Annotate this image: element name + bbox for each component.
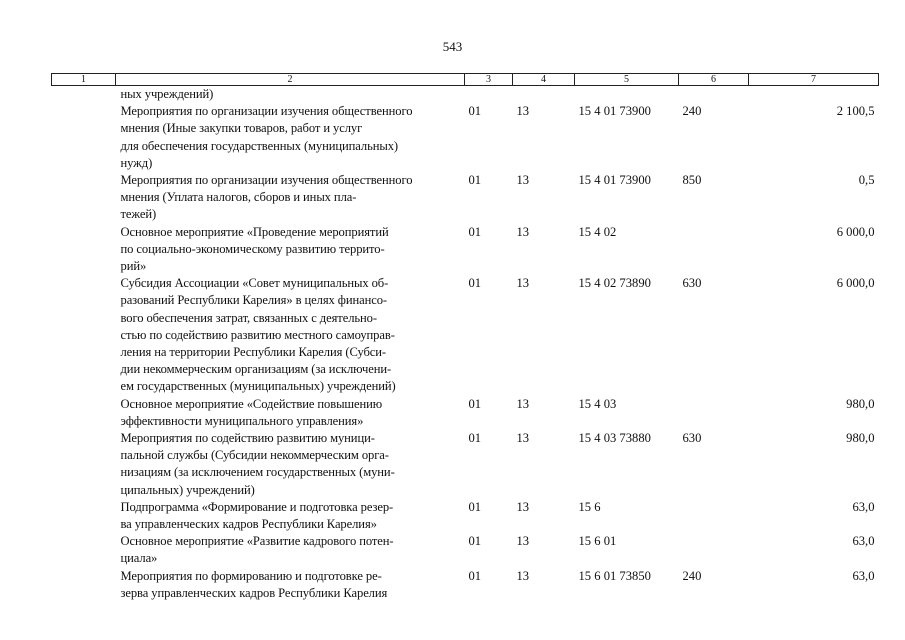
row-name-line: эффективности муниципального управления» [120, 413, 364, 428]
amount-cell: 6 000,0 [836, 224, 875, 239]
table-row [52, 275, 879, 395]
amount-cell: 63,0 [852, 568, 875, 583]
subsection-code-cell: 13 [516, 431, 530, 446]
row-name-cell [116, 430, 465, 499]
expense-type-cell: 630 [682, 276, 702, 291]
column-header-3: 3 [465, 74, 513, 86]
row-name-line: ем государственных (муниципальных) учреждений) [120, 379, 396, 394]
target-article-cell: 15 4 02 [578, 224, 617, 239]
section-code-cell: 01 [468, 568, 482, 583]
subsection-code-cell [513, 86, 575, 104]
row-number-cell [52, 533, 116, 567]
expense-type-cell [679, 499, 749, 533]
column-header-6: 6 [679, 74, 749, 86]
row-name-line: Подпрограмма «Формирование и подготовка резер- [120, 499, 394, 514]
table-row [52, 568, 879, 602]
row-number-cell [52, 103, 116, 172]
row-name-line: для обеспечения государственных (муниципальных) [120, 138, 399, 153]
section-code-cell: 01 [468, 276, 482, 291]
expense-type-cell: 630 [682, 431, 702, 446]
row-name-line: ных учреждений) [120, 87, 214, 101]
subsection-code-cell: 13 [516, 499, 530, 514]
row-number-cell [52, 224, 116, 276]
row-name-cell [116, 396, 465, 430]
row-number-cell [52, 396, 116, 430]
column-header-2: 2 [116, 74, 465, 86]
amount-cell [749, 86, 879, 104]
table-row [52, 224, 879, 276]
column-header-5: 5 [575, 74, 679, 86]
row-name-cell [116, 568, 465, 602]
row-number-cell [52, 172, 116, 224]
column-header-7: 7 [749, 74, 879, 86]
table-row [52, 396, 879, 430]
subsection-code-cell: 13 [516, 104, 530, 119]
subsection-code-cell: 13 [516, 276, 530, 291]
amount-cell: 6 000,0 [836, 276, 875, 291]
row-name-line: Мероприятия по организации изучения общественного [120, 173, 413, 188]
expense-type-cell: 240 [682, 568, 702, 583]
subsection-code-cell: 13 [516, 173, 530, 188]
subsection-code-cell: 13 [516, 568, 530, 583]
amount-cell: 980,0 [846, 396, 875, 411]
table-row [52, 499, 879, 533]
row-name-line: Основное мероприятие «Развитие кадрового потен- [120, 534, 394, 549]
column-number-row [52, 74, 879, 86]
target-article-cell: 15 4 02 73890 [578, 276, 651, 291]
table-row [52, 86, 879, 104]
column-header-4: 4 [513, 74, 575, 86]
row-name-line: Мероприятия по формированию и подготовке ре- [120, 568, 382, 583]
row-name-line: по социально-экономическому развитию террито- [120, 241, 385, 256]
column-header-1: 1 [52, 74, 116, 86]
expense-type-cell [679, 86, 749, 104]
section-code-cell: 01 [468, 534, 482, 549]
row-name-line: Основное мероприятие «Содействие повышению [120, 396, 383, 411]
row-name-line: дии некоммерческим организациям (за исключени- [120, 362, 392, 377]
table-row [52, 430, 879, 499]
row-name-cell [116, 224, 465, 276]
table-row [52, 533, 879, 567]
subsection-code-cell: 13 [516, 224, 530, 239]
target-article-cell: 15 6 [578, 499, 601, 514]
row-name-line: циала» [120, 551, 158, 566]
row-name-cell [116, 533, 465, 567]
section-code-cell [465, 86, 513, 104]
target-article-cell [575, 86, 679, 104]
row-name-line: Субсидия Ассоциации «Совет муниципальных об- [120, 276, 389, 291]
row-name-cell [116, 103, 465, 172]
row-number-cell [52, 430, 116, 499]
amount-cell: 980,0 [846, 431, 875, 446]
amount-cell: 0,5 [858, 173, 875, 188]
section-code-cell: 01 [468, 224, 482, 239]
row-name-line: разований Республики Карелия» в целях финансо- [120, 293, 388, 308]
expense-type-cell: 240 [682, 104, 702, 119]
target-article-cell: 15 4 01 73900 [578, 173, 651, 188]
section-code-cell: 01 [468, 173, 482, 188]
table-row [52, 172, 879, 224]
row-name-line: ления на территории Республики Карелия (Субси- [120, 345, 387, 360]
row-name-line: тежей) [120, 207, 157, 222]
row-name-line: зерва управленческих кадров Республики Карелия [120, 585, 388, 600]
row-name-line: ципальных) учреждений) [120, 482, 255, 497]
row-name-line: Мероприятия по организации изучения общественного [120, 104, 413, 119]
row-name-cell [116, 172, 465, 224]
target-article-cell: 15 4 03 73880 [578, 431, 651, 446]
row-number-cell [52, 499, 116, 533]
row-number-cell [52, 275, 116, 395]
row-name-cell [116, 499, 465, 533]
row-name-line: рий» [120, 259, 147, 274]
expense-type-cell [679, 224, 749, 276]
section-code-cell: 01 [468, 396, 482, 411]
target-article-cell: 15 6 01 [578, 534, 617, 549]
amount-cell: 2 100,5 [836, 104, 875, 119]
row-number-cell [52, 86, 116, 104]
row-name-line: ва управленческих кадров Республики Карелия» [120, 517, 377, 532]
table-body [52, 86, 879, 603]
subsection-code-cell: 13 [516, 396, 530, 411]
row-name-line: мнения (Уплата налогов, сборов и иных пла- [120, 190, 357, 205]
row-name-line: Мероприятия по содействию развитию муници- [120, 431, 375, 446]
section-code-cell: 01 [468, 431, 482, 446]
expense-type-cell [679, 396, 749, 430]
row-name-line: пальной службы (Субсидии некоммерческим орга- [120, 448, 389, 463]
target-article-cell: 15 4 03 [578, 396, 617, 411]
row-name-line: низациям (за исключением государственных (муни- [120, 465, 395, 480]
amount-cell: 63,0 [852, 534, 875, 549]
page-number: 543 [442, 39, 463, 54]
row-number-cell [52, 568, 116, 602]
row-name-line: стью по содействию развитию местного самоуправ- [120, 327, 395, 342]
target-article-cell: 15 6 01 73850 [578, 568, 651, 583]
row-name-line: нужд) [120, 155, 153, 170]
expense-type-cell: 850 [682, 173, 702, 188]
table-row [52, 103, 879, 172]
budget-table [51, 73, 879, 602]
target-article-cell: 15 4 01 73900 [578, 104, 651, 119]
amount-cell: 63,0 [852, 499, 875, 514]
row-name-cell [116, 86, 465, 104]
row-name-line: Основное мероприятие «Проведение мероприятий [120, 224, 389, 239]
subsection-code-cell: 13 [516, 534, 530, 549]
row-name-cell [116, 275, 465, 395]
section-code-cell: 01 [468, 104, 482, 119]
row-name-line: мнения (Иные закупки товаров, работ и услуг [120, 121, 363, 136]
section-code-cell: 01 [468, 499, 482, 514]
expense-type-cell [679, 533, 749, 567]
row-name-line: вого обеспечения затрат, связанных с деятельно- [120, 310, 377, 325]
